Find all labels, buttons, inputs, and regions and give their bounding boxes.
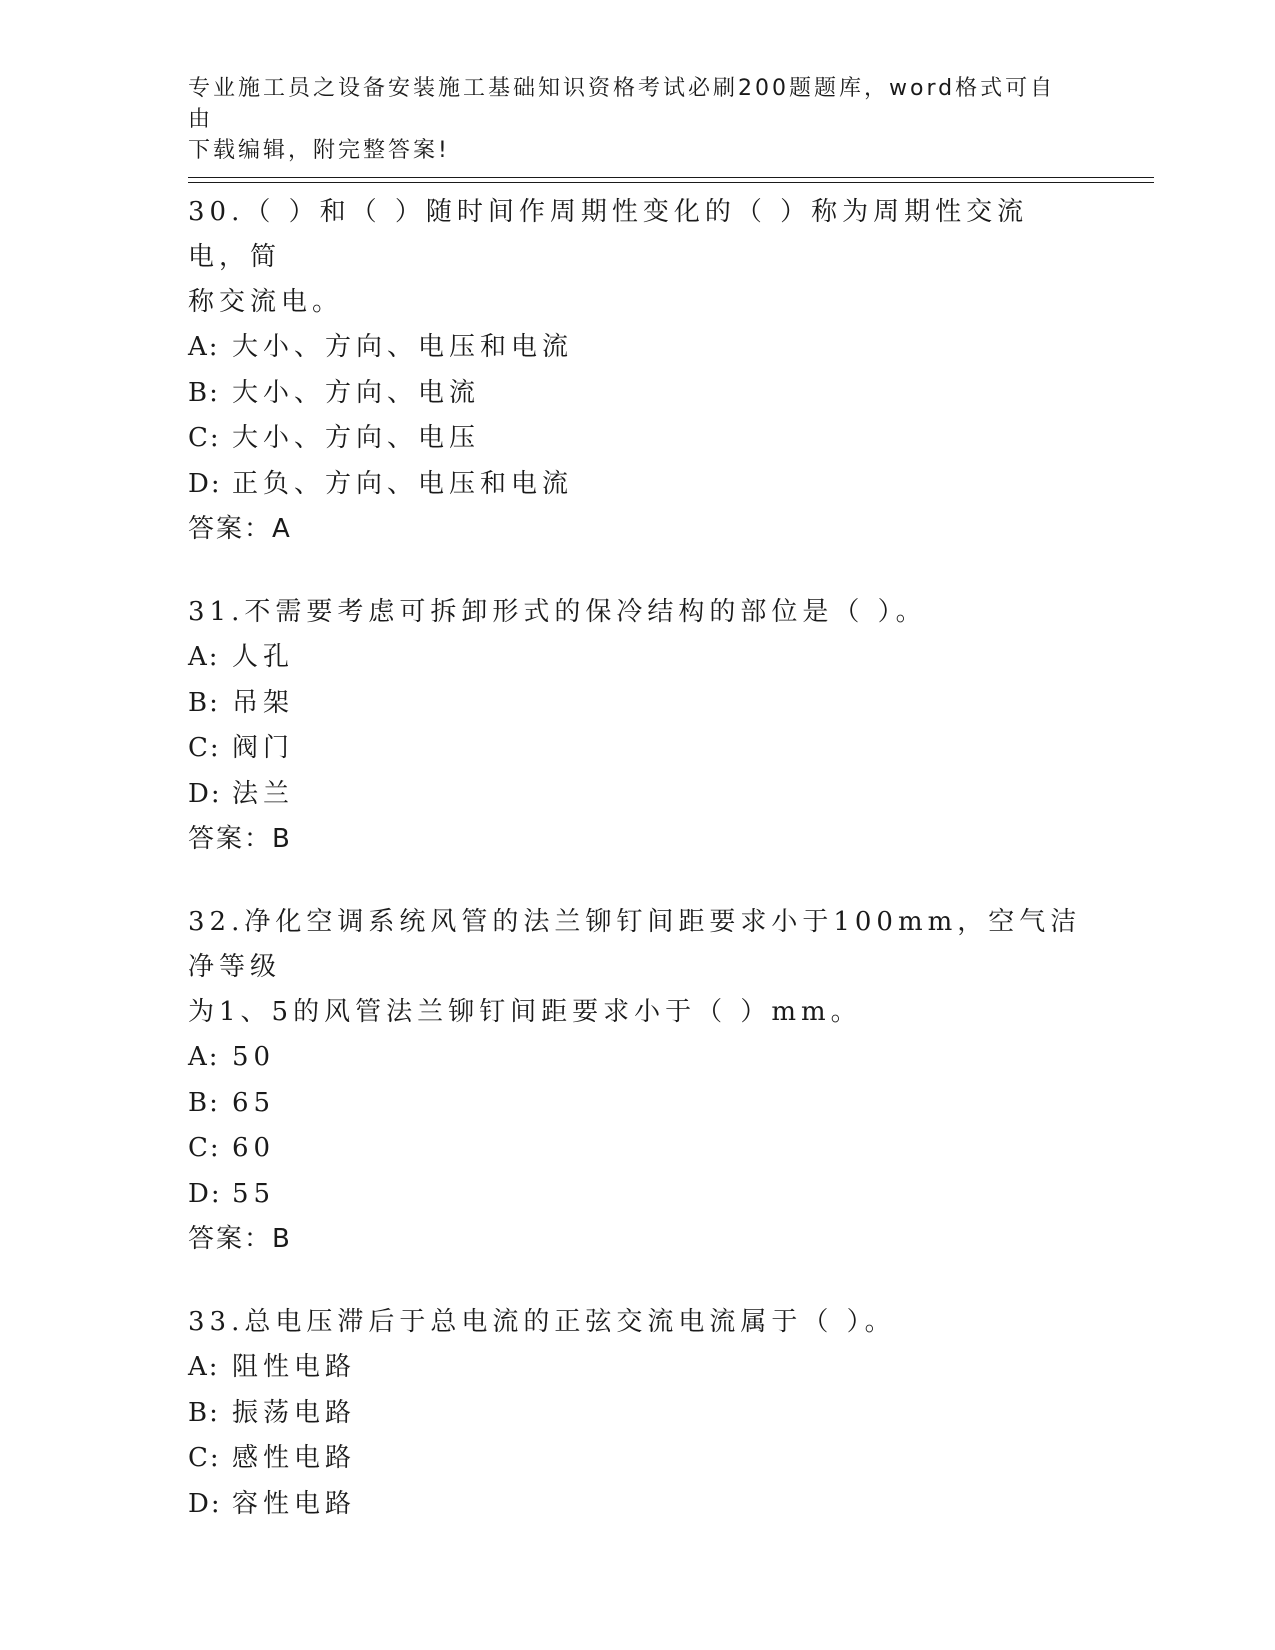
option-letter: A: (188, 642, 220, 672)
option-text: 阀门 (232, 733, 295, 763)
option-letter: C: (188, 1443, 221, 1473)
question-stem (188, 590, 1088, 635)
question-33 (188, 1300, 1088, 1527)
question-stem-line-1: 31.不需要考虑可拆卸形式的保冷结构的部位是（ ）。 (188, 597, 927, 627)
answer-line: 答案：B (188, 824, 292, 854)
option-text: 大小、方向、电压和电流 (232, 332, 574, 362)
option-letter: B: (188, 1087, 220, 1118)
option-letter: C: (188, 1133, 221, 1163)
option-letter: A: (188, 332, 220, 362)
option-c (188, 1126, 1088, 1172)
option-letter: D: (188, 1488, 222, 1519)
question-stem (188, 190, 1088, 325)
option-text: 正负、方向、电压和电流 (232, 468, 574, 499)
option-text: 振荡电路 (232, 1397, 357, 1428)
option-text: 大小、方向、电压 (232, 423, 481, 453)
option-text: 50 (232, 1042, 276, 1072)
option-letter: D: (188, 778, 222, 809)
option-b (188, 371, 1088, 417)
option-text: 60 (232, 1133, 276, 1163)
option-text: 容性电路 (232, 1488, 357, 1519)
option-a (188, 325, 1088, 371)
question-stem-line-1: 30.（ ）和（ ）随时间作周期性变化的（ ）称为周期性交流电，简 (188, 197, 1029, 272)
question-stem-line-1: 32.净化空调系统风管的法兰铆钉间距要求小于100mm，空气洁净等级 (188, 907, 1082, 982)
option-letter: B: (188, 687, 220, 718)
option-b (188, 1391, 1088, 1437)
header-divider-top (188, 177, 1154, 178)
question-32 (188, 900, 1088, 1262)
option-letter: D: (188, 468, 222, 499)
option-text: 法兰 (232, 778, 295, 809)
option-c (188, 416, 1088, 462)
header-line-2: 下载编辑，附完整答案! (188, 138, 450, 163)
option-a (188, 1035, 1088, 1081)
option-d (188, 772, 1088, 818)
question-stem (188, 1300, 1088, 1345)
option-d (188, 1172, 1088, 1218)
option-letter: C: (188, 423, 221, 453)
option-letter: B: (188, 1397, 220, 1428)
document-header (188, 73, 1068, 166)
option-d (188, 462, 1088, 508)
option-c (188, 1436, 1088, 1482)
option-letter: D: (188, 1178, 222, 1209)
option-text: 55 (232, 1178, 276, 1209)
header-line-1: 专业施工员之设备安装施工基础知识资格考试必刷200题题库，word格式可自由 (188, 76, 1056, 132)
question-stem (188, 900, 1088, 1035)
option-text: 吊架 (232, 687, 295, 718)
option-letter: A: (188, 1042, 220, 1072)
question-31 (188, 590, 1088, 862)
option-text: 阻性电路 (232, 1352, 357, 1382)
header-divider-bottom (188, 182, 1154, 183)
option-text: 65 (232, 1087, 276, 1118)
option-a (188, 635, 1088, 681)
option-c (188, 726, 1088, 772)
option-letter: A: (188, 1352, 220, 1382)
question-30 (188, 190, 1088, 552)
option-b (188, 681, 1088, 727)
question-stem-line-1: 33.总电压滞后于总电流的正弦交流电流属于（ ）。 (188, 1307, 896, 1337)
question-stem-line-2: 称交流电。 (188, 287, 344, 317)
option-text: 感性电路 (232, 1443, 357, 1473)
option-text: 大小、方向、电流 (232, 377, 481, 408)
answer-line: 答案：A (188, 514, 292, 544)
question-list (188, 190, 1088, 1565)
answer-line: 答案：B (188, 1224, 292, 1254)
option-text: 人孔 (232, 642, 295, 672)
option-d (188, 1482, 1088, 1528)
option-letter: C: (188, 733, 221, 763)
option-b (188, 1081, 1088, 1127)
question-stem-line-2: 为1、5的风管法兰铆钉间距要求小于（ ）mm。 (188, 997, 862, 1027)
option-letter: B: (188, 377, 220, 408)
option-a (188, 1345, 1088, 1391)
